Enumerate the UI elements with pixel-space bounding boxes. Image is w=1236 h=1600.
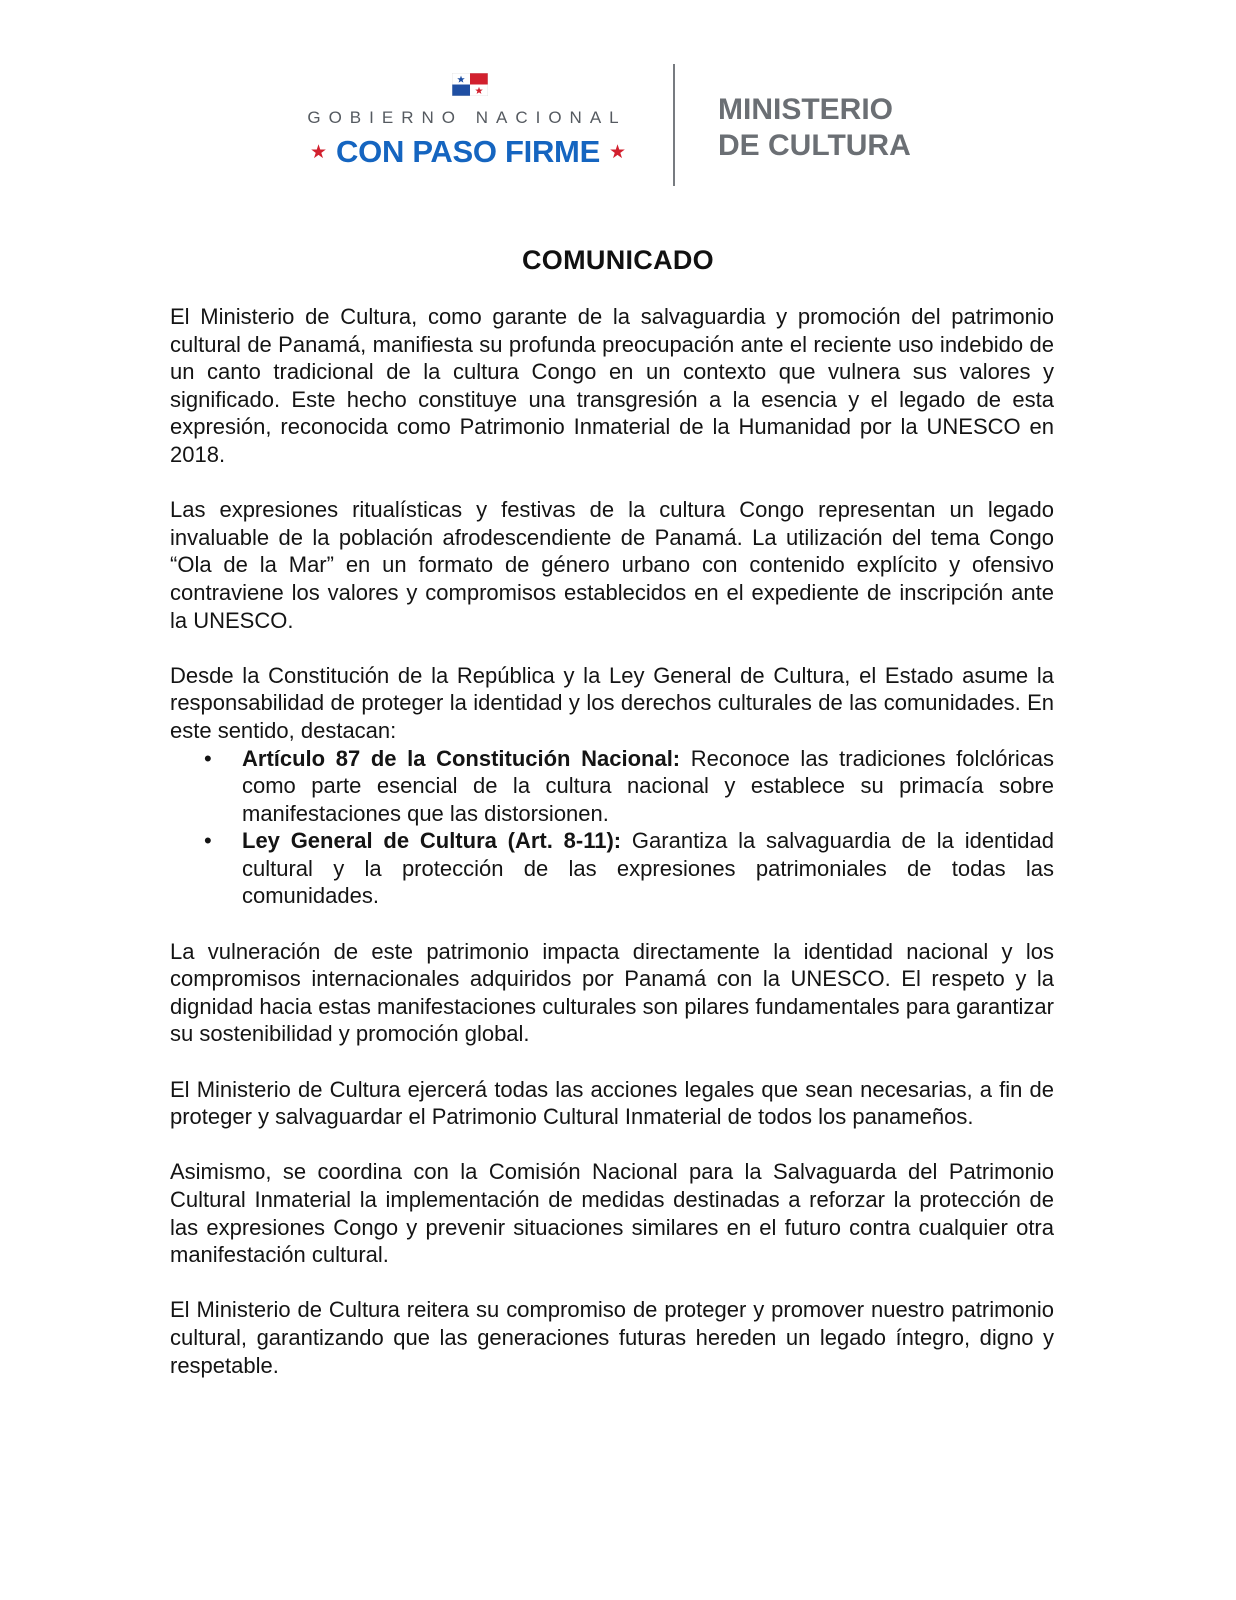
bullet-icon: • bbox=[204, 828, 212, 854]
list-item bbox=[170, 745, 1054, 828]
star-right-icon: ★ bbox=[608, 141, 626, 163]
panama-flag-icon bbox=[452, 73, 488, 96]
paragraph: Desde la Constitución de la República y la Ley General de Cultura, el Estado asume la responsabilidad de proteger la identidad y los derechos culturales de las comunidades. En este sentido, destacan: bbox=[170, 662, 1054, 743]
list-item-heading: Artículo 87 de la Constitución Nacional: bbox=[242, 745, 681, 771]
paragraph: El Ministerio de Cultura ejercerá todas las acciones legales que sean necesarias, a fin de proteger y salvaguardar el Patrimonio Cultural Inmaterial de todos los panameños. bbox=[170, 1076, 1054, 1130]
slogan-text: CON PASO FIRME bbox=[336, 134, 600, 169]
list-item bbox=[170, 827, 1054, 910]
list-item-text: Reconoce las tradiciones folclóricas como parte esencial de la cultura nacional y establece su primacía sobre manifestaciones que las distorsionen. bbox=[242, 745, 1054, 826]
document-title: COMUNICADO bbox=[522, 245, 714, 275]
government-label: GOBIERNO NACIONAL bbox=[307, 108, 627, 127]
document-body bbox=[170, 303, 1054, 1407]
paragraph: El Ministerio de Cultura reitera su compromiso de proteger y promover nuestro patrimonio cultural, garantizando que las generaciones futuras hereden un legado íntegro, digno y respetable. bbox=[170, 1297, 1054, 1378]
letterhead bbox=[0, 58, 1236, 198]
paragraph: El Ministerio de Cultura, como garante de la salvaguardia y promoción del patrimonio cultural de Panamá, manifiesta su profunda preocupación ante el reciente uso indebido de un canto tradicional de la cultura Congo en un contexto que vulnera sus valores y significado. Este hecho constituye una transgresión a la esencia y el legado de esta expresión, reconocida como Patrimonio Inmaterial de la Humanidad por la UNESCO en 2018. bbox=[170, 304, 1054, 467]
list-item-text: Garantiza la salvaguardia de la identidad cultural y la protección de las expresiones patrimoniales de todas las comunidades. bbox=[242, 828, 1054, 909]
government-slogan bbox=[296, 132, 640, 172]
bullet-icon: • bbox=[204, 745, 212, 771]
legal-references-list bbox=[170, 745, 1054, 911]
header-divider bbox=[673, 64, 675, 186]
paragraph: Asimismo, se coordina con la Comisión Nacional para la Salvaguarda del Patrimonio Cultural Inmaterial la implementación de medidas destinadas a reforzar la protección de las expresiones Congo y prevenir situaciones similares en el futuro contra cualquier otra manifestación cultural. bbox=[170, 1159, 1054, 1268]
paragraph: Las expresiones ritualísticas y festivas de la cultura Congo representan un legado invaluable de la población afrodescendiente de Panamá. La utilización del tema Congo “Ola de la Mar” en un formato de género urbano con contenido explícito y ofensivo contraviene los valores y compromisos establecidos en el expediente de inscripción ante la UNESCO. bbox=[170, 497, 1054, 633]
paragraph: La vulneración de este patrimonio impacta directamente la identidad nacional y los compromisos internacionales adquiridos por Panamá con la UNESCO. El respeto y la dignidad hacia estas manifestaciones culturales son pilares fundamentales para garantizar su sostenibilidad y promoción global. bbox=[170, 938, 1054, 1047]
ministry-name bbox=[718, 92, 911, 164]
list-item-heading: Ley General de Cultura (Art. 8-11): bbox=[242, 828, 622, 854]
ministry-line-1: MINISTERIO bbox=[718, 93, 894, 126]
ministry-line-2: DE CULTURA bbox=[718, 129, 911, 162]
star-left-icon: ★ bbox=[310, 141, 328, 163]
